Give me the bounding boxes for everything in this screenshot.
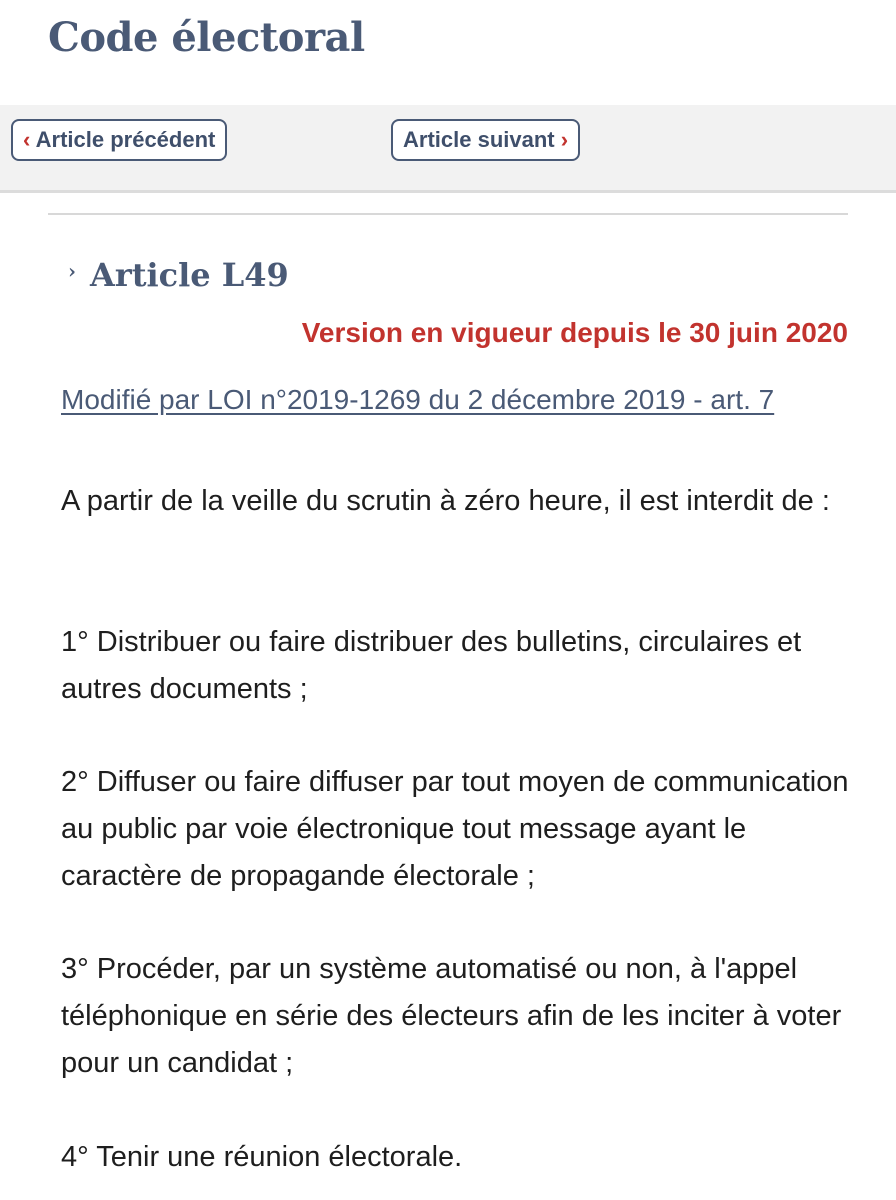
version-status: Version en vigueur depuis le 30 juin 2020: [301, 317, 848, 348]
article-paragraph-2: 2° Diffuser ou faire diffuser par tout moyen de communication au public par voie électronique tout message ayant le caractère de propagande électorale ;: [61, 766, 849, 892]
expand-chevron-icon: ›: [68, 259, 76, 283]
article-paragraph-intro: A partir de la veille du scrutin à zéro heure, il est interdit de :: [61, 485, 830, 517]
modified-by-link[interactable]: Modifié par LOI n°2019-1269 du 2 décembre 2019 - art. 7: [61, 384, 775, 415]
next-article-label: Article suivant: [403, 127, 555, 152]
article-nav-bar: [0, 105, 896, 193]
next-article-button[interactable]: [391, 119, 580, 161]
article-title: Article L49: [90, 256, 289, 294]
article-heading[interactable]: [68, 256, 289, 294]
article-paragraph-3: 3° Procéder, par un système automatisé ou non, à l'appel téléphonique en série des électeurs afin de les inciter à voter pour un candidat ;: [61, 953, 842, 1079]
divider: [48, 213, 848, 215]
article-paragraph-4: 4° Tenir une réunion électorale.: [61, 1141, 463, 1173]
page-title: Code électoral: [48, 14, 365, 61]
article-paragraph-1: 1° Distribuer ou faire distribuer des bulletins, circulaires et autres documents ;: [61, 626, 802, 705]
chevron-left-icon: ‹: [23, 127, 31, 152]
previous-article-button[interactable]: [11, 119, 227, 161]
chevron-right-icon: ›: [560, 127, 569, 152]
previous-article-label: Article précédent: [35, 127, 216, 152]
